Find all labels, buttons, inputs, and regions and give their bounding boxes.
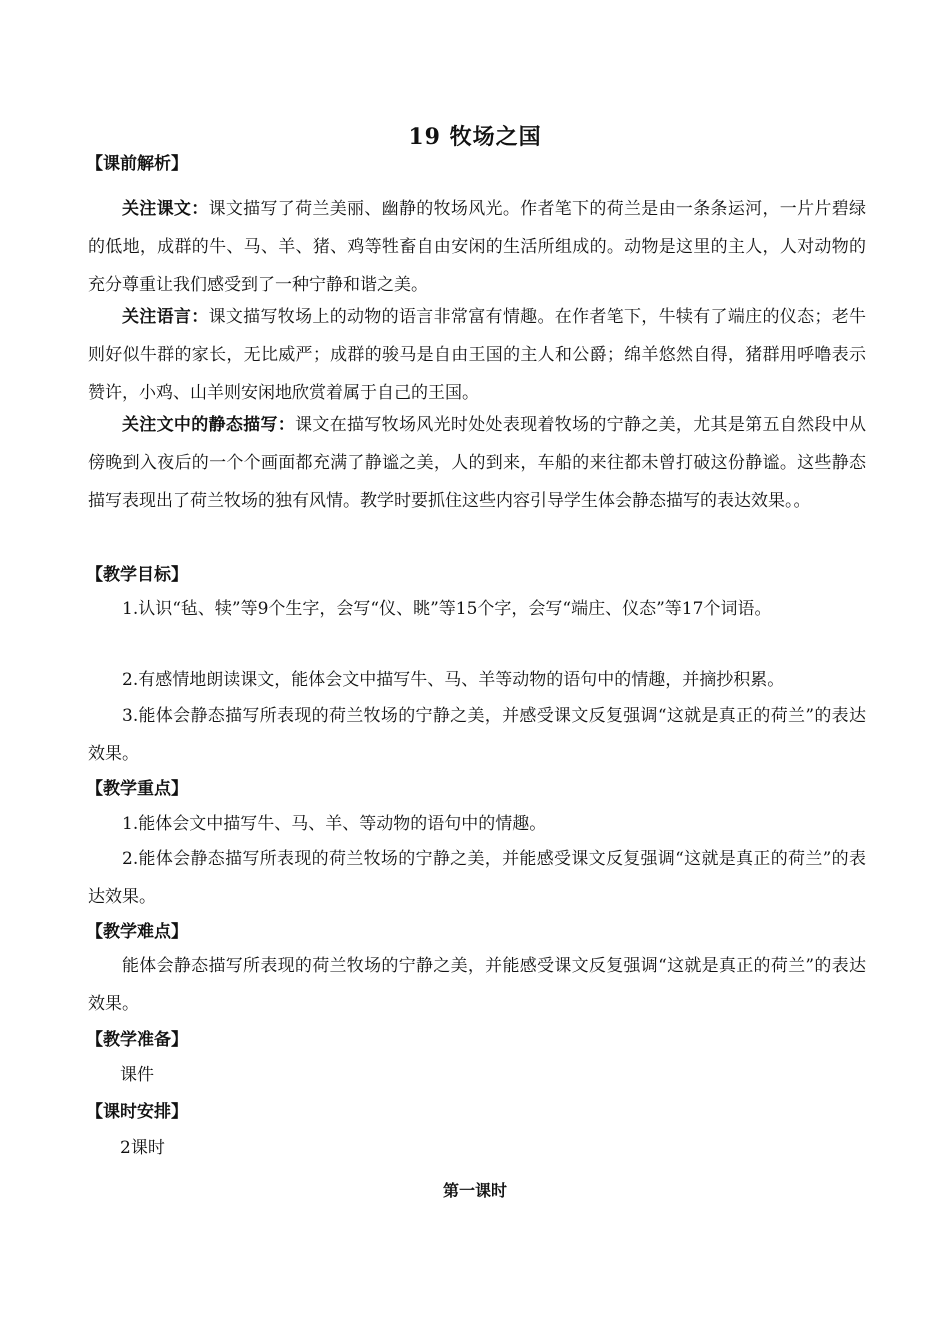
document-title: 19 牧场之国 [408,124,542,150]
paragraph-focus-text [88,190,866,304]
body-focus-static-description: 课文在描写牧场风光时处处表现着牧场的宁静之美，尤其是第五自然段中从傍晚到入夜后的一个个画面都充满了静谧之美，人的到来，车船的来往都未曾打破这份静谧。这些静态描写表现出了荷兰牧场的独有风情。教学时要抓住这些内容引导学生体会静态描写的表达效果。。 [88,415,867,511]
paragraph-focus-language [88,298,866,412]
goal-item-3: 3.能体会静态描写所表现的荷兰牧场的宁静之美，并感受课文反复强调“这就是真正的荷兰”的表达效果。 [88,706,866,764]
heading-schedule: 【课时安排】 [86,1102,188,1122]
difficulties-text: 能体会静态描写所表现的荷兰牧场的宁静之美，并能感受课文反复强调“这就是真正的荷兰”的表达效果。 [88,956,866,1014]
heading-difficulties: 【教学难点】 [86,922,188,942]
heading-goals: 【教学目标】 [86,565,188,585]
key-point-item-2: 2.能体会静态描写所表现的荷兰牧场的宁静之美，并能感受课文反复强调“这就是真正的荷兰”的表达效果。 [88,849,866,907]
label-focus-static-description: 关注文中的静态描写： [122,415,296,435]
heading-analysis: 【课前解析】 [86,154,188,174]
lesson-subtitle: 第一课时 [442,1181,507,1200]
body-focus-language: 课文描写牧场上的动物的语言非常富有情趣。在作者笔下，牛犊有了端庄的仪态；老牛则好似牛群的家长，无比威严；成群的骏马是自由王国的主人和公爵；绵羊悠然自得，猪群用呼噜表示赞许，小鸡、山羊则安闲地欣赏着属于自己的王国。 [88,307,867,403]
paragraph-focus-static-description [88,406,866,520]
label-focus-language: 关注语言： [122,307,209,327]
preparation-text: 课件 [120,1065,154,1085]
key-point-item-1: 1.能体会文中描写牛、马、羊、等动物的语句中的情趣。 [122,814,547,834]
goal-item-1: 1.认识“毡、犊”等9个生字，会写“仪、眺”等15个字，会写“端庄、仪态”等17个词语。 [122,599,772,619]
body-focus-text: 课文描写了荷兰美丽、幽静的牧场风光。作者笔下的荷兰是由一条条运河，一片片碧绿的低地，成群的牛、马、羊、猪、鸡等牲畜自由安闲的生活所组成的。动物是这里的主人，人对动物的充分尊重让我们感受到了一种宁静和谐之美。 [88,199,867,295]
heading-preparation: 【教学准备】 [86,1030,188,1050]
heading-key-points: 【教学重点】 [86,779,188,799]
label-focus-text: 关注课文： [122,199,209,219]
schedule-text: 2课时 [120,1138,165,1158]
goal-item-2: 2.有感情地朗读课文，能体会文中描写牛、马、羊等动物的语句中的情趣，并摘抄积累。 [122,670,785,690]
